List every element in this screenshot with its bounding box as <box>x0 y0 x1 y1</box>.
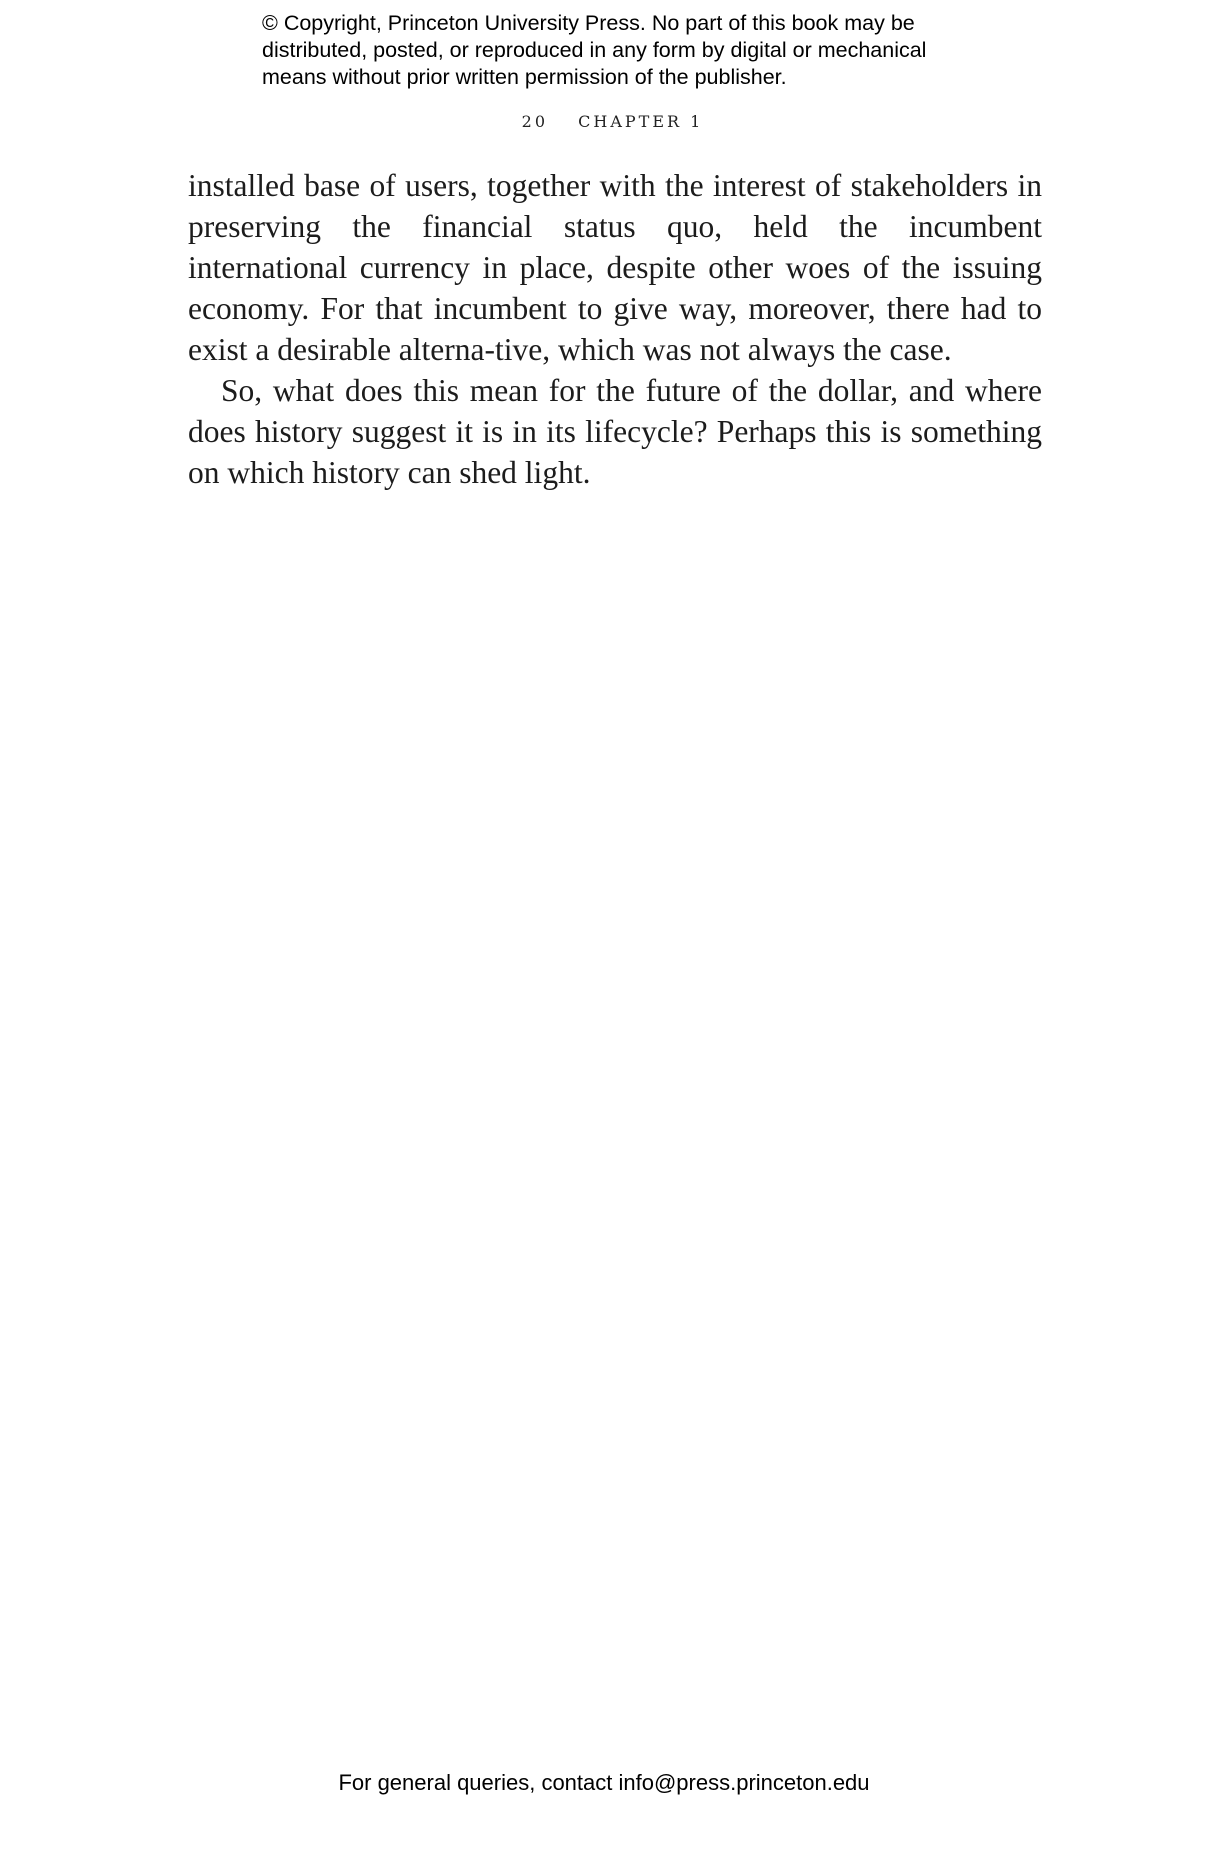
footer-contact: For general queries, contact info@press.princeton.edu <box>338 1770 870 1795</box>
copyright-line-2: distributed, posted, or reproduced in any form by digital or mechanical <box>262 38 927 62</box>
paragraph-1: installed base of users, together with the interest of stakeholders in preserving the financial status quo, held the incumbent international currency in place, despite other woes of the issuing economy. For that incumbent to give way, moreover, there had to exist a desirable alterna-tive, which was not always the case. <box>188 168 1042 367</box>
paragraph-2: So, what does this mean for the future of the dollar, and where does history suggest it is in its lifecycle? Perhaps this is something on which history can shed light. <box>188 373 1042 490</box>
copyright-notice <box>262 10 982 91</box>
copyright-line-1: © Copyright, Princeton University Press. No part of this book may be <box>262 11 915 35</box>
chapter-label: CHAPTER 1 <box>578 112 704 131</box>
running-head <box>0 112 1225 131</box>
body-text <box>188 165 1042 493</box>
page-number: 20 <box>521 112 549 131</box>
copyright-line-3: means without prior written permission of the publisher. <box>262 65 787 89</box>
